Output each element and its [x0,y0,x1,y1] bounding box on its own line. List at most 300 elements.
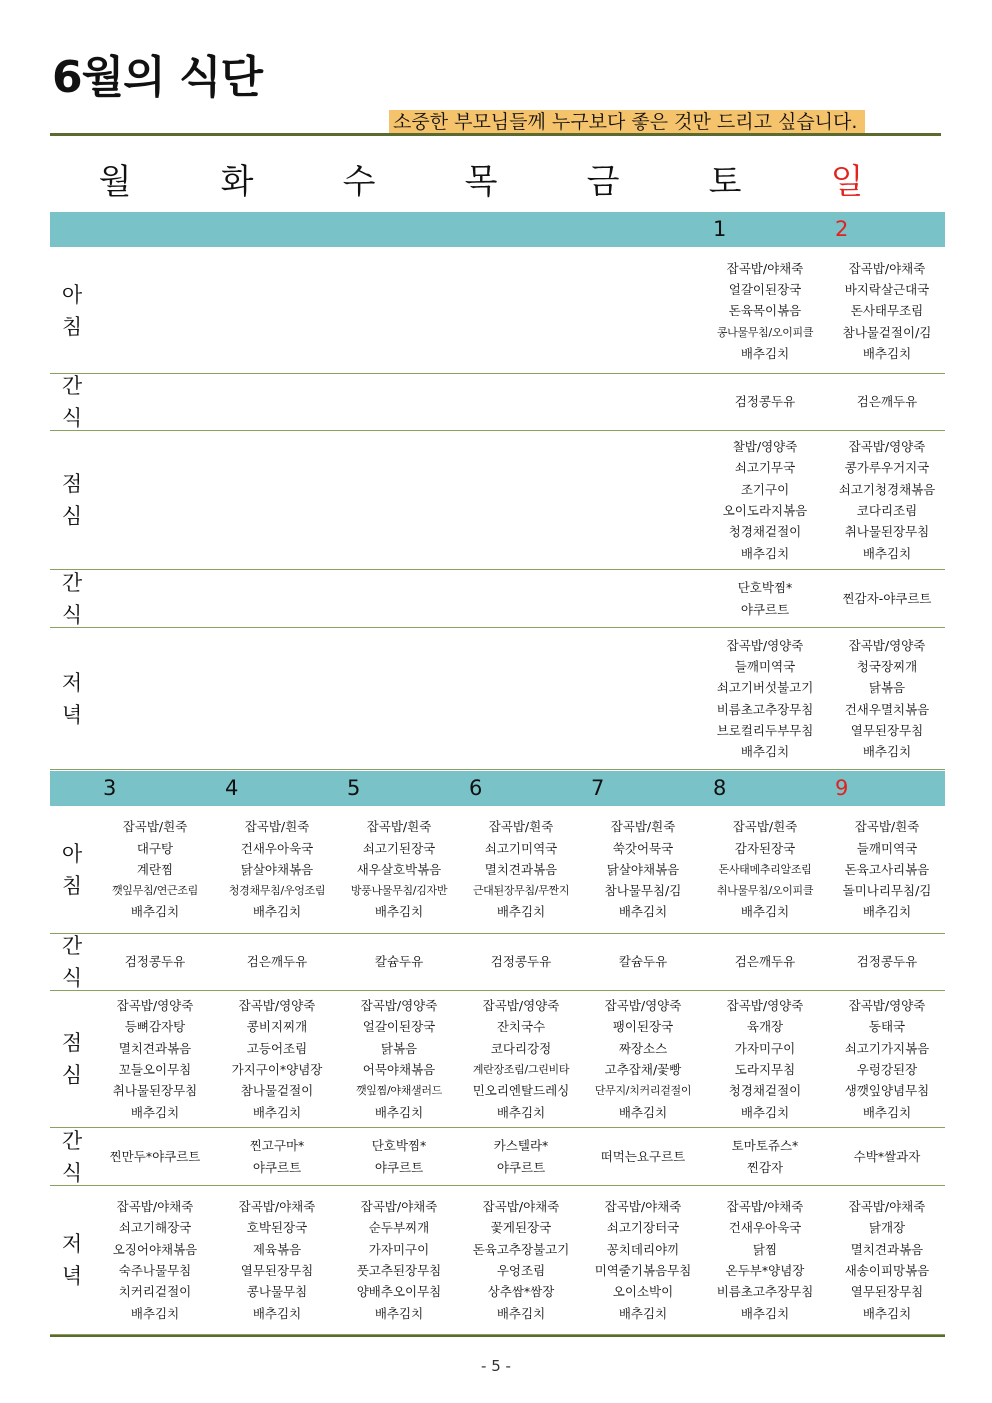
menu-cell [460,806,582,933]
menu-item: 배추김치 [618,1305,668,1321]
menu-cell [94,628,216,769]
menu-cell [338,628,460,769]
date-number: 2 [835,217,849,241]
menu-item: 닭개장 [868,1220,906,1236]
menu-item: 배추김치 [252,904,302,920]
meal-row-dinner [50,628,945,770]
menu-cell [338,570,460,627]
menu-item: 잡곡밥/야채죽 [116,1199,194,1215]
weekday-header [50,155,945,210]
menu-item: 배추김치 [862,345,912,361]
meal-label [50,431,94,569]
menu-item: 잡곡밥/영양죽 [726,998,804,1014]
menu-cell [704,628,826,769]
menu-cell [216,1128,338,1185]
menu-item: 비름초고추장무침 [716,1284,814,1300]
menu-item: 계란장조림/그린비타 [472,1063,570,1076]
menu-item: 단호박찜* [371,1138,427,1154]
menu-item: 찰밥/영양죽 [732,439,798,455]
menu-item: 오이소박이 [612,1284,674,1300]
date-number: 3 [103,776,117,800]
meal-label-text: 점심 [61,472,83,528]
menu-item: 열무된장무침 [850,1284,924,1300]
meal-label [50,806,94,933]
menu-item: 멸치견과볶음 [850,1241,924,1257]
weekday-mon: 월 [98,162,132,202]
menu-cell [826,628,948,769]
date-number: 6 [469,776,483,800]
weekday-wed: 수 [342,162,376,202]
menu-item: 우렁강된장 [856,1062,918,1077]
menu-cell [94,806,216,933]
menu-cell [582,628,704,769]
menu-cell [216,628,338,769]
subtitle-banner: 소중한 부모님들께 누구보다 좋은 것만 드리고 싶습니다. [389,110,865,134]
meal-label [50,1128,94,1185]
menu-item: 잡곡밥/흰죽 [732,819,798,835]
menu-cell [338,934,460,990]
meal-row-snack-am [50,934,945,991]
menu-item: 얼갈이된장국 [728,282,802,298]
menu-item: 잡곡밥/영양죽 [726,637,804,653]
menu-item: 짜장소스 [618,1040,668,1056]
menu-item: 잡곡밥/영양죽 [116,998,194,1014]
menu-item: 잡곡밥/영양죽 [482,998,560,1014]
meal-label-text: 간식 [61,934,83,990]
menu-item: 치커리겉절이 [118,1284,192,1300]
menu-item: 찐감자 [746,1159,784,1175]
menu-item: 건새우아욱국 [728,1220,802,1236]
menu-item: 잡곡밥/야채죽 [238,1199,316,1215]
menu-cell [216,806,338,933]
menu-cell [826,1128,948,1185]
menu-item: 건새우아욱국 [240,840,314,856]
menu-item: 방풍나물무침/김자반 [350,884,448,898]
menu-cell [826,806,948,933]
menu-item: 참나물겉절이/김 [842,324,932,340]
menu-cell [704,991,826,1127]
menu-item: 양배추오이무침 [356,1284,442,1300]
menu-item: 돈육목이볶음 [728,303,802,319]
menu-item: 콩비지찌개 [246,1019,308,1035]
menu-item: 취나물된장무침 [844,524,930,540]
meal-label-text: 저녁 [61,670,83,727]
menu-item: 검은깨두유 [856,394,918,410]
menu-item: 오징어야채볶음 [112,1241,198,1257]
meal-label-text: 저녁 [61,1232,83,1288]
menu-cell [338,1128,460,1185]
menu-item: 닭살야채볶음 [240,861,314,877]
menu-cell [94,1186,216,1334]
date-number: 1 [713,217,727,241]
menu-item: 야쿠르트 [374,1159,424,1175]
menu-item: 어묵야채볶음 [362,1062,436,1077]
menu-item: 숙주나물무침 [118,1263,192,1278]
meal-label [50,1186,94,1334]
menu-item: 잡곡밥/흰죽 [854,819,920,835]
menu-item: 잡곡밥/흰죽 [488,819,554,835]
menu-item: 쇠고기버섯불고기 [716,680,814,696]
menu-cell [338,249,460,373]
menu-cell [460,249,582,373]
meal-row-snack-pm [50,1128,945,1186]
menu-cell [582,570,704,627]
menu-item: 닭살야채볶음 [606,861,680,877]
menu-item: 잡곡밥/영양죽 [848,998,926,1014]
menu-item: 조기구이 [740,481,790,497]
menu-cell [216,570,338,627]
menu-item: 가자미구이 [368,1241,430,1257]
menu-item: 칼슘두유 [618,954,668,970]
meal-row-breakfast [50,806,945,934]
menu-cell [216,991,338,1127]
menu-item: 취나물무침/오이피클 [716,884,814,898]
menu-item: 토마토쥬스* [731,1138,799,1154]
menu-item: 브로컬리두부무침 [716,722,814,738]
menu-item: 야쿠르트 [252,1159,302,1175]
menu-cell [216,934,338,990]
menu-item: 코다리조림 [856,503,918,518]
menu-cell [582,991,704,1127]
menu-cell [826,570,948,627]
menu-cell [582,1186,704,1334]
menu-item: 꽃게된장국 [490,1220,552,1236]
menu-cell [582,934,704,990]
menu-cell [826,934,948,990]
menu-item: 코다리강정 [490,1040,552,1056]
menu-item: 쇠고기된장국 [362,840,436,856]
menu-cell [460,991,582,1127]
menu-item: 잡곡밥/야채죽 [360,1199,438,1215]
menu-cell [94,431,216,569]
weekday-sat: 토 [708,162,742,202]
menu-cell [704,1128,826,1185]
menu-item: 쇠고기장터국 [606,1220,680,1236]
menu-item: 계란찜 [136,861,174,877]
meal-row-lunch [50,991,945,1128]
menu-cell [704,374,826,430]
menu-item: 제육볶음 [252,1241,302,1257]
menu-item: 온두부*양념장 [725,1263,805,1278]
menu-item: 고추잡채/꽃빵 [604,1062,682,1077]
menu-item: 쑥갓어묵국 [612,840,674,856]
meal-label-text: 간식 [61,570,83,627]
menu-item: 배추김치 [862,744,912,760]
menu-item: 근대된장무침/무짠지 [472,884,570,898]
menu-item: 닭볶음 [868,680,906,696]
date-number: 5 [347,776,361,800]
menu-item: 검정콩두유 [124,954,186,970]
meal-row-snack-pm [50,570,945,628]
menu-item: 잡곡밥/흰죽 [366,819,432,835]
menu-item: 돈사태무조림 [850,303,924,319]
menu-item: 야쿠르트 [496,1159,546,1175]
menu-cell [460,374,582,430]
menu-item: 잡곡밥/야채죽 [848,1199,926,1215]
meal-label [50,934,94,990]
meal-row-snack-am [50,374,945,431]
menu-item: 콩나물무침 [246,1284,308,1300]
date-number: 8 [713,776,727,800]
menu-item: 배추김치 [374,1305,424,1321]
menu-item: 건새우멸치볶음 [844,701,930,717]
menu-cell [582,806,704,933]
menu-item: 카스텔라* [493,1138,549,1154]
menu-item: 새송이피망볶음 [844,1263,930,1278]
menu-item: 단무지/치커리겉절이 [594,1084,692,1098]
menu-item: 배추김치 [618,1104,668,1120]
date-bar [50,212,945,247]
menu-item: 오이도라지볶음 [722,503,808,518]
menu-item: 콩가루우거지국 [844,460,930,476]
menu-cell [216,374,338,430]
menu-item: 감자된장국 [734,840,796,856]
meal-label [50,374,94,430]
menu-item: 청국장찌개 [856,658,918,674]
weekday-sun: 일 [830,162,864,202]
menu-cell [460,1128,582,1185]
menu-cell [582,249,704,373]
menu-item: 풋고추된장무침 [356,1263,442,1278]
menu-item: 미역줄기볶음무침 [594,1263,692,1278]
menu-item: 야쿠르트 [740,601,790,617]
menu-item: 열무된장무침 [850,722,924,738]
menu-item: 잡곡밥/영양죽 [848,439,926,455]
menu-item: 돌미나리무침/김 [842,883,932,899]
menu-cell [704,570,826,627]
menu-item: 청경채무침/우엉조림 [228,884,326,898]
menu-cell [338,374,460,430]
date-bar [50,771,945,806]
menu-item: 동태국 [868,1019,906,1035]
menu-cell [826,1186,948,1334]
menu-item: 꼬들오이무침 [118,1062,192,1077]
weekday-thu: 목 [464,162,498,202]
menu-item: 배추김치 [496,1305,546,1321]
menu-cell [704,1186,826,1334]
menu-cell [94,570,216,627]
menu-cell [826,431,948,569]
menu-item: 멸치견과볶음 [484,861,558,877]
menu-item: 배추김치 [130,1104,180,1120]
menu-item: 새우살호박볶음 [356,861,442,877]
menu-item: 호박된장국 [246,1220,308,1236]
menu-item: 들깨미역국 [856,840,918,856]
menu-item: 검은깨두유 [734,954,796,970]
menu-item: 민오리엔탈드레싱 [472,1083,570,1099]
menu-item: 배추김치 [374,1104,424,1120]
menu-item: 가자미구이 [734,1040,796,1056]
menu-item: 배추김치 [374,904,424,920]
menu-item: 청경채겉절이 [728,524,802,540]
menu-item: 배추김치 [740,744,790,760]
menu-item: 찐고구마* [249,1138,305,1154]
menu-item: 쇠고기청경채볶음 [838,481,936,497]
menu-cell [94,374,216,430]
menu-item: 쇠고기무국 [734,460,796,476]
date-number: 9 [835,776,849,800]
meal-label-text: 간식 [61,374,83,430]
meal-label [50,249,94,373]
meal-row-lunch [50,431,945,570]
menu-item: 수박*쌀과자 [853,1148,921,1164]
menu-item: 찐감자-야쿠르트 [842,590,932,606]
menu-item: 쇠고기가지볶음 [844,1040,930,1056]
menu-item: 참나물무침/김 [604,883,682,899]
menu-cell [460,1186,582,1334]
menu-item: 배추김치 [862,545,912,561]
menu-cell [216,249,338,373]
menu-cell [94,934,216,990]
meal-label [50,991,94,1127]
meal-label-text: 점심 [61,1031,83,1087]
menu-item: 닭찜 [752,1241,778,1257]
menu-item: 콩나물무침/오이피클 [716,325,814,339]
menu-item: 들깨미역국 [734,658,796,674]
meal-label [50,570,94,627]
menu-item: 배추김치 [862,1305,912,1321]
menu-cell [460,934,582,990]
date-number: 7 [591,776,605,800]
menu-item: 순두부찌개 [368,1220,430,1236]
menu-item: 배추김치 [252,1104,302,1120]
menu-item: 육개장 [746,1019,784,1035]
menu-cell [94,1128,216,1185]
menu-item: 잡곡밥/야채죽 [726,1199,804,1215]
meal-label-text: 아침 [61,841,83,898]
menu-item: 검은깨두유 [246,954,308,970]
menu-cell [216,1186,338,1334]
menu-item: 잡곡밥/야채죽 [482,1199,560,1215]
menu-item: 비름초고추장무침 [716,701,814,717]
menu-cell [338,991,460,1127]
bottom-divider [50,1335,945,1337]
menu-cell [338,431,460,569]
menu-item: 잡곡밥/영양죽 [848,637,926,653]
meal-row-dinner [50,1186,945,1335]
menu-cell [460,431,582,569]
menu-item: 배추김치 [740,545,790,561]
menu-item: 쇠고기해장국 [118,1220,192,1236]
menu-cell [460,570,582,627]
menu-item: 멸치견과볶음 [118,1040,192,1056]
menu-item: 깻잎무침/연근조림 [111,884,198,898]
menu-cell [216,431,338,569]
menu-item: 찐만두*야쿠르트 [109,1148,201,1164]
menu-item: 닭볶음 [380,1040,418,1056]
menu-cell [94,991,216,1127]
menu-cell [582,431,704,569]
meal-row-breakfast [50,249,945,374]
menu-item: 배추김치 [862,904,912,920]
date-number: 4 [225,776,239,800]
menu-item: 칼슘두유 [374,954,424,970]
meal-label [50,628,94,769]
menu-item: 배추김치 [862,1104,912,1120]
menu-cell [704,934,826,990]
menu-item: 잔치국수 [496,1019,546,1035]
menu-item: 가지구이*양념장 [231,1062,323,1077]
weekday-tue: 화 [220,162,254,202]
menu-item: 배추김치 [252,1305,302,1321]
menu-item: 깻잎찜/야채샐러드 [355,1084,442,1098]
menu-item: 참나물겉절이 [240,1083,314,1099]
menu-item: 돈육고추장불고기 [472,1241,570,1257]
menu-item: 배추김치 [496,1104,546,1120]
menu-item: 배추김치 [130,904,180,920]
menu-cell [704,806,826,933]
menu-item: 돈육고사리볶음 [844,861,930,877]
menu-item: 잡곡밥/흰죽 [610,819,676,835]
menu-item: 대구탕 [136,840,174,856]
menu-item: 배추김치 [740,1305,790,1321]
menu-item: 검정콩두유 [490,954,552,970]
menu-item: 잡곡밥/흰죽 [244,819,310,835]
menu-item: 검정콩두유 [734,394,796,410]
menu-item: 상추쌈*쌈장 [487,1284,555,1300]
menu-item: 잡곡밥/흰죽 [122,819,188,835]
menu-cell [704,431,826,569]
menu-item: 단호박찜* [737,580,793,596]
menu-cell [826,374,948,430]
menu-cell [582,1128,704,1185]
menu-item: 떠먹는요구르트 [600,1148,686,1164]
menu-cell [826,249,948,373]
menu-cell [338,806,460,933]
menu-item: 잡곡밥/영양죽 [360,998,438,1014]
menu-item: 배추김치 [740,345,790,361]
menu-item: 배추김치 [496,904,546,920]
menu-item: 등뼈감자탕 [124,1019,186,1035]
menu-cell [582,374,704,430]
menu-item: 취나물된장무침 [112,1083,198,1099]
meal-label-text: 간식 [61,1128,83,1185]
menu-item: 배추김치 [130,1305,180,1321]
menu-item: 돈사태메추리알조림 [718,862,812,876]
menu-item: 우엉조림 [496,1263,546,1278]
menu-cell [460,628,582,769]
menu-item: 얼갈이된장국 [362,1019,436,1035]
menu-item: 생깻잎양념무침 [844,1083,930,1099]
menu-item: 열무된장무침 [240,1263,314,1278]
menu-item: 꽁치데리야끼 [606,1241,680,1257]
menu-item: 배추김치 [740,1104,790,1120]
menu-item: 배추김치 [740,904,790,920]
menu-cell [94,249,216,373]
menu-item: 배추김치 [618,904,668,920]
title-divider [50,133,941,136]
menu-item: 고등어조림 [246,1040,308,1056]
page-number: - 5 - [481,1357,511,1375]
menu-item: 바지락살근대국 [844,282,930,298]
menu-item: 청경채겉절이 [728,1083,802,1099]
weekday-fri: 금 [586,162,620,202]
meal-label-text: 아침 [61,283,83,339]
page-title: 6월의 식단 [52,52,262,103]
menu-cell [826,991,948,1127]
menu-item: 잡곡밥/영양죽 [604,998,682,1014]
menu-cell [338,1186,460,1334]
menu-item: 잡곡밥/야채죽 [848,260,926,276]
menu-item: 쇠고기미역국 [484,840,558,856]
menu-item: 잡곡밥/야채죽 [726,260,804,276]
menu-item: 검정콩두유 [856,954,918,970]
menu-item: 팽이된장국 [612,1019,674,1035]
menu-item: 잡곡밥/야채죽 [604,1199,682,1215]
menu-cell [704,249,826,373]
menu-item: 도라지무침 [734,1062,796,1077]
menu-item: 잡곡밥/영양죽 [238,998,316,1014]
